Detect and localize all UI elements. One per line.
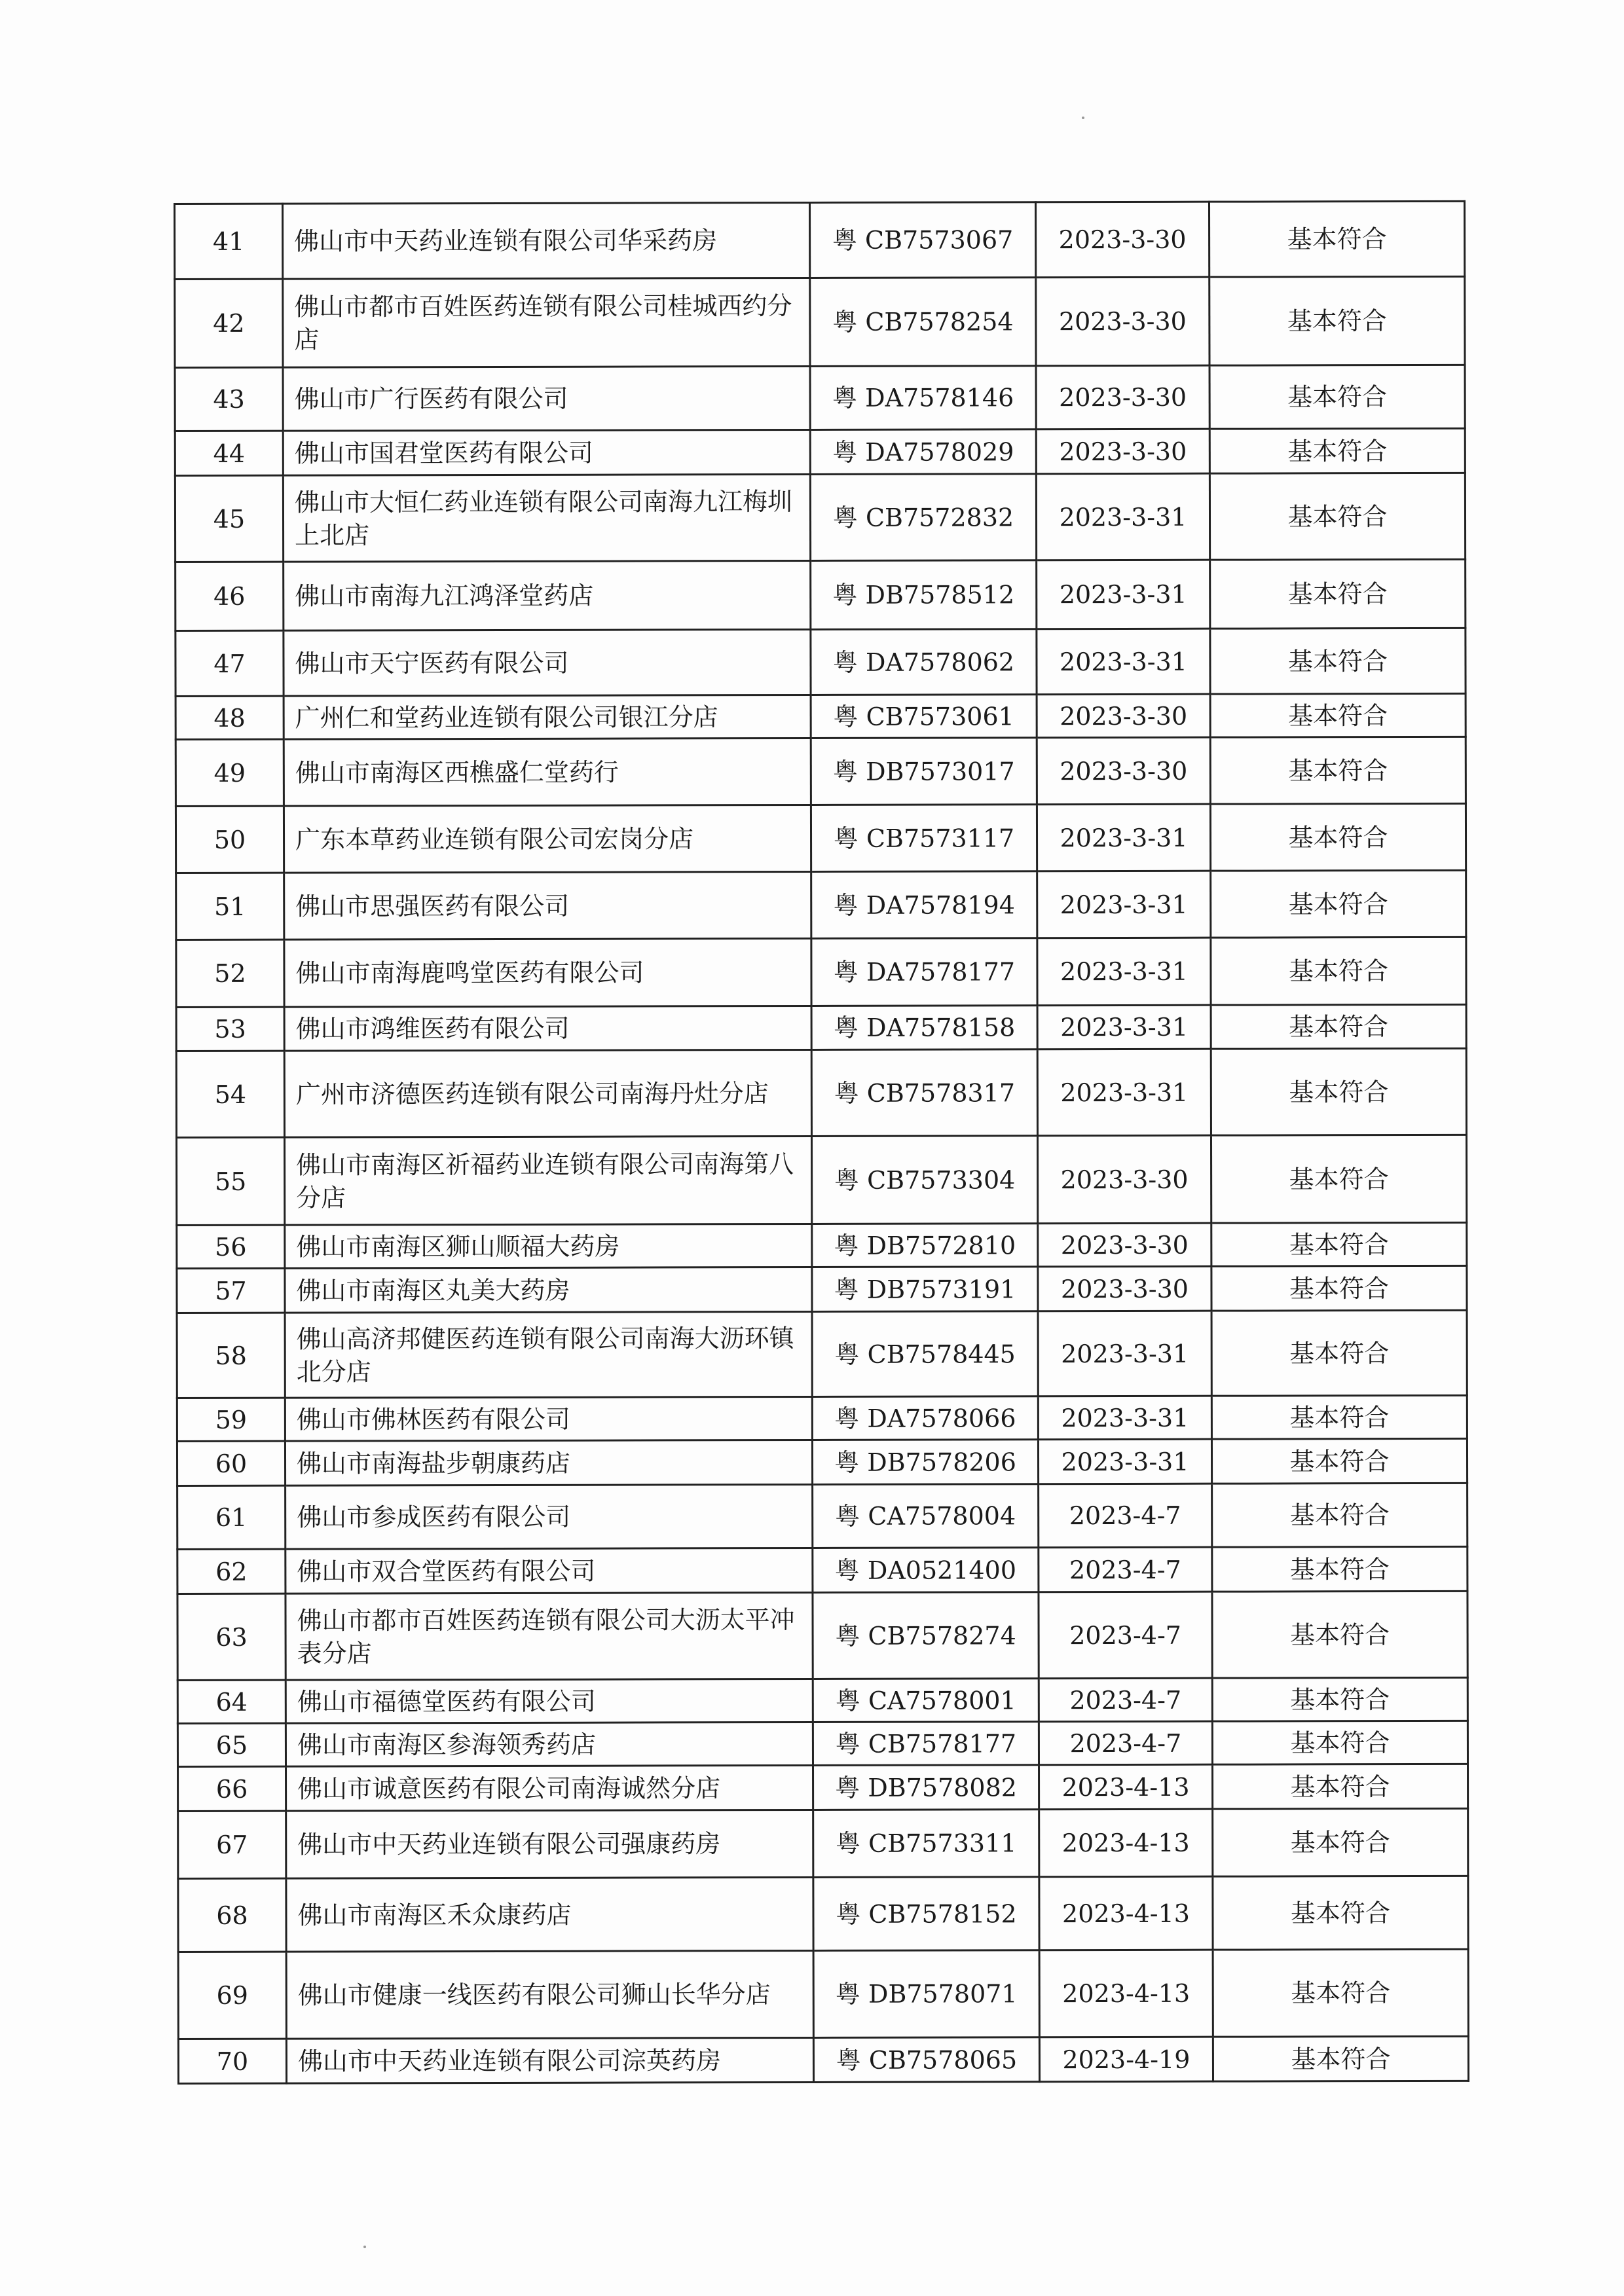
company-name: 佛山市佛林医药有限公司 (285, 1396, 812, 1441)
inspection-result: 基本符合 (1213, 2036, 1468, 2081)
license-number: 粤 CB7578065 (813, 2037, 1039, 2083)
row-number: 53 (176, 1007, 284, 1051)
license-number: 粤 CB7578152 (813, 1877, 1039, 1951)
inspection-date: 2023-3-31 (1038, 1396, 1211, 1440)
inspection-date: 2023-3-30 (1038, 1223, 1211, 1267)
table-row (176, 1048, 1466, 1137)
inspection-result: 基本符合 (1212, 1546, 1467, 1592)
company-name: 佛山市诚意医药有限公司南海诚然分店 (286, 1765, 813, 1811)
inspection-date: 2023-3-31 (1037, 1005, 1211, 1049)
row-number: 59 (177, 1398, 285, 1441)
license-number: 粤 DA7578194 (811, 871, 1037, 939)
company-name: 佛山市双合堂医药有限公司 (286, 1548, 813, 1594)
company-name: 佛山市南海区西樵盛仁堂药行 (284, 738, 811, 806)
row-number: 50 (175, 806, 284, 873)
table-row (177, 1222, 1467, 1268)
inspection-result: 基本符合 (1211, 870, 1466, 938)
table-row (178, 1808, 1468, 1878)
inspection-date: 2023-3-31 (1037, 938, 1211, 1006)
license-number: 粤 DA7578146 (810, 366, 1036, 430)
license-number: 粤 CB7578177 (813, 1722, 1039, 1766)
license-number: 粤 DB7578512 (811, 560, 1037, 630)
table-row (177, 1677, 1467, 1723)
row-number: 57 (177, 1268, 285, 1313)
inspection-date: 2023-3-30 (1036, 202, 1209, 278)
license-number: 粤 DB7578071 (813, 1950, 1039, 2038)
table-row (175, 428, 1465, 475)
inspection-date: 2023-3-31 (1037, 1049, 1211, 1136)
row-number: 60 (177, 1441, 285, 1485)
inspection-result: 基本符合 (1213, 1949, 1468, 2037)
table-row (175, 803, 1466, 873)
company-name: 佛山市南海盐步朝康药店 (285, 1440, 812, 1485)
license-number: 粤 DB7573017 (811, 738, 1037, 805)
row-number: 56 (177, 1225, 285, 1268)
inspection-result: 基本符合 (1211, 1222, 1467, 1266)
table-row (175, 628, 1466, 696)
inspection-date: 2023-3-31 (1037, 629, 1210, 695)
table-row (177, 1483, 1467, 1549)
inspection-result: 基本符合 (1212, 1721, 1467, 1764)
table-row (175, 365, 1465, 431)
inspection-result: 基本符合 (1211, 1310, 1467, 1396)
inspection-result: 基本符合 (1212, 1677, 1467, 1721)
inspection-date: 2023-3-31 (1036, 473, 1209, 560)
inspection-result: 基本符合 (1209, 276, 1465, 365)
inspection-date: 2023-3-31 (1037, 871, 1211, 938)
license-number: 粤 CA7578004 (813, 1484, 1039, 1548)
inspection-result: 基本符合 (1210, 559, 1466, 629)
row-number: 62 (177, 1549, 286, 1594)
license-number: 粤 DA7578062 (811, 629, 1037, 695)
row-number: 55 (176, 1137, 284, 1225)
row-number: 68 (178, 1878, 286, 1952)
row-number: 43 (175, 367, 283, 431)
inspection-result: 基本符合 (1211, 1438, 1467, 1484)
table-row (178, 1949, 1468, 2039)
company-name: 佛山市国君堂医药有限公司 (283, 429, 810, 475)
company-name: 佛山市南海九江鸿泽堂药店 (284, 560, 811, 630)
inspection-result: 基本符合 (1209, 365, 1465, 429)
company-name: 佛山市天宁医药有限公司 (284, 629, 811, 696)
license-number: 粤 CB7573304 (811, 1136, 1037, 1224)
inspection-result: 基本符合 (1211, 937, 1466, 1005)
row-number: 61 (177, 1485, 286, 1549)
row-number: 51 (176, 873, 284, 939)
inspection-result: 基本符合 (1211, 1135, 1466, 1223)
inspection-result: 基本符合 (1211, 1048, 1466, 1135)
table-row (175, 559, 1466, 630)
inspection-date: 2023-4-7 (1039, 1547, 1212, 1592)
company-name: 佛山市南海区参海领秀药店 (286, 1722, 813, 1766)
row-number: 52 (176, 939, 284, 1007)
inspection-result: 基本符合 (1211, 1266, 1467, 1311)
company-name: 佛山市大恒仁药业连锁有限公司南海九江梅圳上北店 (283, 474, 810, 562)
row-number: 46 (175, 562, 284, 630)
company-name: 佛山市都市百姓医药连锁有限公司大沥太平冲表分店 (286, 1592, 813, 1680)
inspection-date: 2023-3-30 (1037, 1135, 1211, 1224)
row-number: 54 (176, 1051, 284, 1137)
license-number: 粤 CB7573117 (811, 805, 1037, 872)
license-number: 粤 CB7573061 (811, 695, 1037, 738)
table-row (175, 473, 1465, 562)
row-number: 67 (178, 1811, 286, 1878)
table-row (176, 1004, 1466, 1051)
license-number: 粤 DB7578206 (812, 1440, 1038, 1485)
license-number: 粤 CB7578445 (812, 1311, 1038, 1397)
company-name: 佛山市南海区狮山顺福大药房 (285, 1224, 812, 1268)
company-name: 广州市济德医药连锁有限公司南海丹灶分店 (284, 1049, 811, 1137)
row-number: 42 (175, 279, 283, 367)
license-number: 粤 CB7573067 (810, 202, 1036, 278)
row-number: 44 (175, 431, 283, 475)
table-row (177, 1438, 1467, 1485)
inspection-date: 2023-3-30 (1037, 694, 1210, 738)
row-number: 63 (177, 1594, 286, 1680)
company-name: 佛山市思强医药有限公司 (284, 871, 811, 939)
license-number: 粤 DA0521400 (813, 1548, 1039, 1593)
inspection-date: 2023-4-7 (1039, 1592, 1212, 1679)
inspection-date: 2023-4-13 (1039, 1876, 1213, 1950)
inspection-date: 2023-4-7 (1039, 1484, 1212, 1548)
row-number: 49 (175, 739, 284, 806)
row-number: 70 (178, 2039, 286, 2083)
inspection-result: 基本符合 (1211, 1004, 1466, 1049)
company-name: 广东本草药业连锁有限公司宏岗分店 (284, 805, 811, 873)
inspection-result: 基本符合 (1212, 1764, 1467, 1809)
table-row (178, 1764, 1468, 1811)
inspection-result: 基本符合 (1209, 428, 1465, 473)
table-row (175, 737, 1466, 806)
inspection-date: 2023-4-13 (1039, 1809, 1213, 1877)
license-number: 粤 DB7573191 (812, 1267, 1038, 1312)
company-name: 佛山市都市百姓医药连锁有限公司桂城西约分店 (283, 278, 810, 367)
inspection-result: 基本符合 (1210, 737, 1466, 804)
license-number: 粤 CB7578254 (810, 278, 1036, 367)
inspection-result: 基本符合 (1213, 1876, 1468, 1950)
table-row (177, 1266, 1467, 1313)
row-number: 45 (175, 475, 283, 562)
table-row (177, 1395, 1467, 1441)
table-row (175, 276, 1465, 367)
inspection-result: 基本符合 (1209, 473, 1465, 560)
row-number: 47 (175, 630, 284, 696)
company-name: 佛山市参成医药有限公司 (286, 1484, 813, 1549)
table-row (177, 1310, 1467, 1398)
company-name: 佛山市福德堂医药有限公司 (286, 1679, 813, 1723)
inspection-result: 基本符合 (1212, 1591, 1467, 1678)
table-body (175, 201, 1469, 2083)
license-number: 粤 DB7572810 (812, 1224, 1038, 1267)
inspection-results-table (174, 200, 1469, 2085)
inspection-date: 2023-4-7 (1039, 1678, 1212, 1722)
license-number: 粤 DA7578158 (811, 1006, 1037, 1050)
license-number: 粤 CA7578001 (813, 1679, 1039, 1722)
company-name: 佛山高济邦健医药连锁有限公司南海大沥环镇北分店 (285, 1311, 812, 1398)
inspection-result: 基本符合 (1213, 1808, 1468, 1876)
inspection-date: 2023-3-31 (1038, 1439, 1211, 1484)
inspection-result: 基本符合 (1209, 201, 1464, 277)
company-name: 广州仁和堂药业连锁有限公司银江分店 (284, 695, 811, 739)
row-number: 48 (175, 696, 284, 739)
inspection-date: 2023-3-30 (1036, 429, 1209, 474)
inspection-result: 基本符合 (1210, 628, 1466, 694)
inspection-date: 2023-4-7 (1039, 1721, 1212, 1765)
scan-speck (1082, 117, 1084, 119)
inspection-result: 基本符合 (1210, 803, 1466, 871)
table-row (178, 2036, 1468, 2083)
inspection-date: 2023-3-31 (1038, 1311, 1211, 1396)
row-number: 41 (175, 204, 283, 279)
license-number: 粤 DA7578066 (812, 1396, 1038, 1440)
table-row (176, 937, 1466, 1007)
inspection-date: 2023-3-31 (1037, 804, 1210, 871)
company-name: 佛山市中天药业连锁有限公司强康药房 (286, 1810, 813, 1878)
inspection-date: 2023-4-19 (1039, 2037, 1213, 2082)
table-row (175, 693, 1466, 739)
table-row (177, 1721, 1467, 1766)
license-number: 粤 CB7578317 (811, 1049, 1037, 1137)
table-row (176, 870, 1466, 939)
inspection-result: 基本符合 (1212, 1483, 1467, 1547)
license-number: 粤 CB7573311 (813, 1810, 1039, 1878)
inspection-date: 2023-3-30 (1038, 1266, 1211, 1311)
license-number: 粤 CB7578274 (813, 1592, 1039, 1679)
company-name: 佛山市中天药业连锁有限公司淙英药房 (286, 2037, 813, 2083)
company-name: 佛山市南海区丸美大药房 (285, 1267, 812, 1313)
company-name: 佛山市鸿维医药有限公司 (284, 1006, 811, 1051)
company-name: 佛山市南海区祈福药业连锁有限公司南海第八分店 (284, 1136, 811, 1225)
license-number: 粤 DA7578029 (810, 429, 1036, 475)
inspection-result: 基本符合 (1210, 693, 1466, 737)
inspection-date: 2023-4-13 (1039, 1764, 1212, 1810)
company-name: 佛山市南海区禾众康药店 (286, 1877, 813, 1952)
row-number: 64 (177, 1680, 286, 1723)
inspection-date: 2023-3-31 (1037, 560, 1210, 629)
table-row (178, 1876, 1468, 1952)
table-row (176, 1135, 1466, 1225)
company-name: 佛山市中天药业连锁有限公司华采药房 (283, 202, 810, 279)
row-number: 58 (177, 1313, 285, 1398)
table-row (177, 1591, 1467, 1680)
company-name: 佛山市健康一线医药有限公司狮山长华分店 (286, 1950, 813, 2039)
table-row (177, 1546, 1467, 1594)
inspection-result: 基本符合 (1211, 1395, 1467, 1439)
inspection-date: 2023-3-30 (1036, 365, 1209, 429)
license-number: 粤 DB7578082 (813, 1765, 1039, 1810)
inspection-date: 2023-3-30 (1036, 277, 1209, 366)
row-number: 65 (177, 1723, 286, 1766)
table-row (175, 201, 1465, 279)
scan-speck (363, 2246, 366, 2248)
row-number: 66 (178, 1766, 286, 1811)
license-number: 粤 DA7578177 (811, 938, 1037, 1006)
company-name: 佛山市南海鹿鸣堂医药有限公司 (284, 938, 811, 1007)
inspection-date: 2023-3-30 (1037, 737, 1210, 805)
row-number: 69 (178, 1952, 286, 2039)
license-number: 粤 CB7572832 (810, 474, 1036, 561)
inspection-date: 2023-4-13 (1039, 1950, 1213, 2037)
company-name: 佛山市广行医药有限公司 (283, 366, 810, 431)
